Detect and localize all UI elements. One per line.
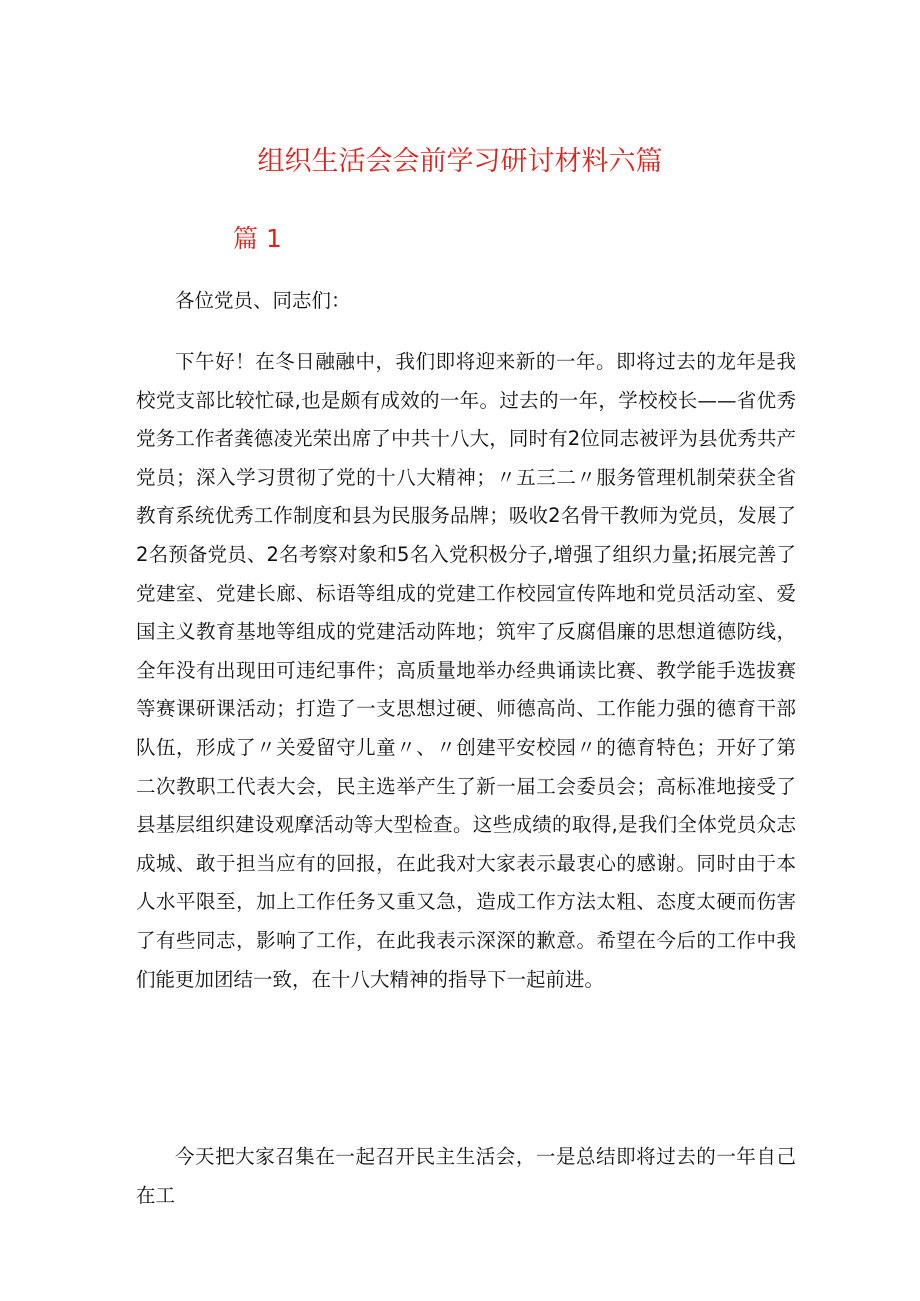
body-paragraph: 下午好！在冬日融融中，我们即将迎来新的一年。即将过去的龙年是我校党支部比较忙碌,也是颇有成效的一年。过去的一年，学校校长——省优秀党务工作者龚德凌光荣出席了中共十八大，同时有2位同志被评为县优秀共产党员；深入学习贯彻了党的十八大精神；〃五三二〃服务管理机制荣获全省教育系统优秀工作制度和县为民服务品牌；吸收2名骨干教师为党员，发展了2名预备党员、2名考察对象和5名入党积极分子,增强了组织力量;拓展完善了党建室、党建长廊、标语等组成的党建工作校园宣传阵地和党员活动室、爱国主义教育基地等组成的党建活动阵地；筑牢了反腐倡廉的思想道德防线，全年没有出现田可违纪事件；高质量地举办经典诵读比赛、教学能手选拔赛等赛课研课活动；打造了一支思想过硬、师德高尚、工作能力强的德育干部队伍，形成了〃关爱留守儿童〃、〃创建平安校园〃的德育特色；开好了第二次教职工代表大会，民主选举产生了新一届工会委员会；高标准地接受了县基层组织建设观摩活动等大型检查。这些成绩的取得,是我们全体党员众志成城、敢于担当应有的回报，在此我对大家表示最衷心的感谢。同时由于本人水平限至，加上工作任务又重又急，造成工作方法太粗、态度太硬而伤害了有些同志，影响了工作，在此我表示深深的歉意。希望在今后的工作中我们能更加团结一致，在十八大精神的指导下一起前进。 bbox=[136, 350, 796, 991]
section-heading: 篇 1 bbox=[233, 224, 282, 253]
greeting-line: 各位党员、同志们： bbox=[175, 289, 351, 312]
document-title: 组织生活会会前学习研讨材料六篇 bbox=[257, 146, 663, 177]
body-paragraph: 今天把大家召集在一起召开民主生活会，一是总结即将过去的一年自己在工 bbox=[136, 1145, 796, 1207]
